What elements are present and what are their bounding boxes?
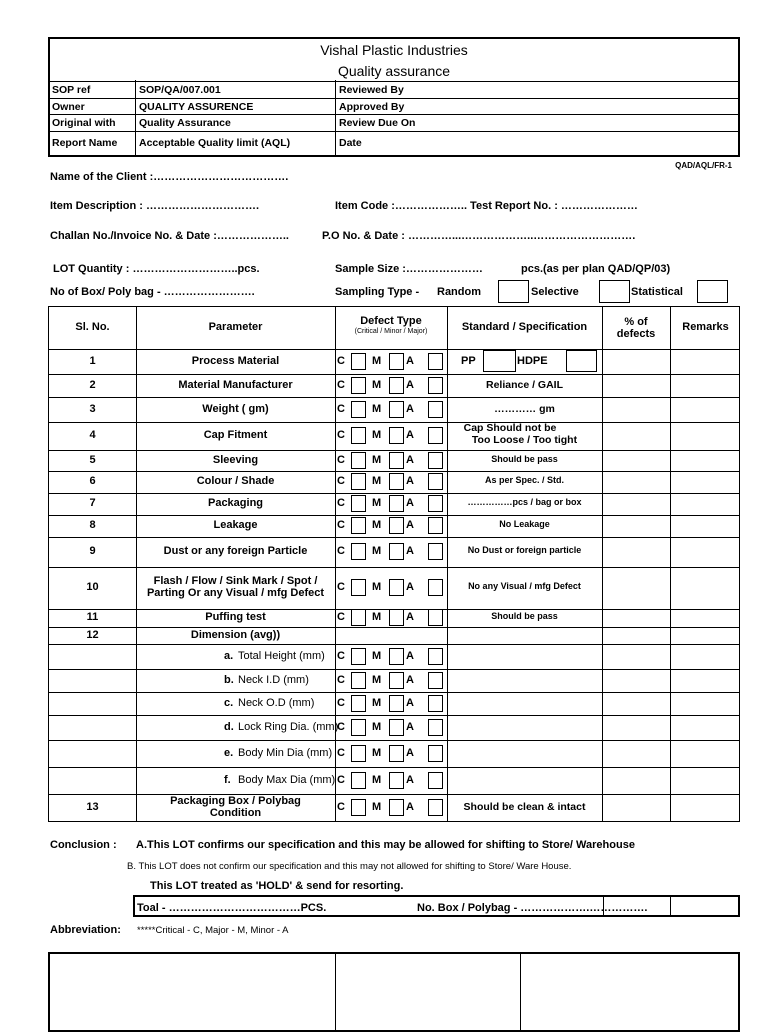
defect-major-label: M: [372, 649, 382, 662]
table-row-sl: 12: [86, 628, 99, 641]
client-field[interactable]: Name of the Client :……………………………….: [50, 171, 289, 183]
defect-major-label: M: [372, 402, 382, 415]
table-row-standard: As per Spec. / Std.: [484, 475, 565, 485]
defect-critical-label: C: [337, 746, 345, 759]
defect-major-checkbox[interactable]: [389, 799, 404, 816]
defect-major-label: M: [372, 800, 382, 813]
defect-minor-checkbox[interactable]: [428, 427, 443, 444]
defect-critical-label: C: [337, 402, 345, 415]
conclusion-b: B. This LOT does not confirm our specification and this may not allowed for shifting to Store/ Ware House.: [127, 861, 572, 872]
defect-minor-checkbox[interactable]: [428, 377, 443, 394]
table-row-standard: Cap Should not be: [463, 422, 557, 434]
defect-major-checkbox[interactable]: [389, 473, 404, 490]
approved-by-label: Approved By: [339, 101, 405, 113]
sop-ref-label: SOP ref: [52, 84, 91, 96]
table-row-sl: 13: [86, 800, 99, 813]
defect-major-checkbox[interactable]: [389, 495, 404, 512]
defect-major-label: M: [372, 545, 382, 557]
sample-plan-text: pcs.(as per plan QAD/QP/03): [521, 263, 671, 275]
defect-major-checkbox[interactable]: [389, 695, 404, 712]
defect-major-label: M: [372, 773, 382, 786]
report-name-value: Acceptable Quality limit (AQL): [139, 137, 291, 149]
table-row-parameter: Neck I.D (mm): [238, 673, 309, 686]
defect-critical-label: C: [337, 519, 345, 531]
defect-critical-checkbox[interactable]: [351, 745, 366, 762]
sample-size-field[interactable]: Sample Size :…………………: [335, 263, 483, 275]
item-code-field[interactable]: Item Code :……………….. Test Report No. : …………………: [335, 200, 638, 212]
review-due-label: Review Due On: [339, 117, 416, 129]
table-row-prefix: d.: [224, 720, 234, 733]
table-row-parameter: Sleeving: [212, 453, 259, 466]
defect-major-label: M: [372, 497, 382, 509]
table-row-prefix: a.: [224, 649, 234, 662]
form-code: QAD/AQL/FR-1: [675, 161, 732, 170]
defect-critical-label: C: [337, 378, 345, 391]
defect-minor-checkbox[interactable]: [428, 473, 443, 490]
table-row-sl: 7: [89, 497, 96, 509]
header-block: [48, 37, 740, 157]
defect-minor-label: A: [406, 673, 414, 686]
defect-critical-label: C: [337, 497, 345, 509]
abbreviation-label: Abbreviation:: [50, 924, 121, 936]
defect-critical-label: C: [337, 581, 345, 593]
table-row-prefix: b.: [224, 673, 234, 686]
defect-major-label: M: [372, 453, 382, 466]
table-row-standard: Should be clean & intact: [463, 800, 586, 813]
sampling-type-label: Sampling Type -: [335, 286, 420, 298]
box-bag-field[interactable]: No of Box/ Poly bag - …………………….: [50, 286, 255, 298]
defect-minor-label: A: [406, 429, 414, 441]
defect-critical-label: C: [337, 773, 345, 786]
defect-major-label: M: [372, 696, 382, 709]
defect-critical-checkbox[interactable]: [351, 579, 366, 596]
selective-checkbox[interactable]: [599, 280, 630, 303]
table-row-standard-2: Too Loose / Too tight: [471, 434, 578, 446]
table-row-parameter: Puffing test: [205, 611, 266, 623]
table-row-sl: 6: [89, 475, 96, 487]
table-row-sl: 2: [89, 378, 96, 391]
table-row-prefix: f.: [224, 773, 231, 786]
defect-minor-label: A: [406, 354, 414, 367]
item-description-field[interactable]: Item Description : ………………………….: [50, 200, 260, 212]
table-row-parameter: Cap Fitment: [203, 429, 268, 441]
defect-major-checkbox[interactable]: [389, 401, 404, 418]
defect-major-checkbox[interactable]: [389, 377, 404, 394]
defect-critical-label: C: [337, 354, 345, 367]
defect-minor-checkbox[interactable]: [428, 579, 443, 596]
total-pcs-field[interactable]: Toal - ………………………………PCS.: [137, 902, 327, 914]
table-row-parameter-2: Parting Or any Visual / mfg Defect: [146, 587, 325, 599]
department-title: Quality assurance: [337, 63, 451, 79]
date-label: Date: [339, 137, 362, 149]
defect-minor-label: A: [406, 773, 414, 786]
hdpe-label: HDPE: [517, 354, 548, 367]
original-with-value: Quality Assurance: [139, 117, 231, 129]
table-row-parameter: Dimension (avg)): [190, 628, 281, 641]
defect-major-checkbox[interactable]: [389, 745, 404, 762]
defect-major-checkbox[interactable]: [389, 648, 404, 665]
defect-critical-label: C: [337, 649, 345, 662]
table-row-sl: 4: [89, 429, 96, 441]
defect-minor-checkbox[interactable]: [428, 745, 443, 762]
defect-critical-label: C: [337, 429, 345, 441]
defect-critical-checkbox[interactable]: [351, 427, 366, 444]
table-row-sl: 3: [89, 402, 96, 415]
defect-major-label: M: [372, 354, 382, 367]
table-row-sl: 11: [86, 611, 99, 623]
defect-critical-checkbox[interactable]: [351, 473, 366, 490]
table-row-sl: 10: [86, 581, 99, 593]
hold-note: This LOT treated as 'HOLD' & send for resorting.: [150, 880, 404, 892]
table-row-standard: Reliance / GAIL: [485, 378, 564, 391]
table-row-sl: 9: [89, 545, 96, 557]
defect-minor-label: A: [406, 649, 414, 662]
pp-checkbox[interactable]: [483, 350, 516, 372]
defect-critical-checkbox[interactable]: [351, 543, 366, 560]
col-sl-no: Sl. No.: [75, 321, 110, 333]
challan-field[interactable]: Challan No./Invoice No. & Date :………………..: [50, 230, 289, 242]
defect-critical-checkbox[interactable]: [351, 495, 366, 512]
po-field[interactable]: P.O No. & Date : …………...………………..……………………….: [322, 230, 636, 242]
col-defect-sub: (Critical / Minor / Major): [354, 328, 428, 335]
owner-label: Owner: [52, 101, 85, 113]
defect-minor-checkbox[interactable]: [428, 495, 443, 512]
defect-critical-label: C: [337, 475, 345, 487]
statistical-label: Statistical: [631, 286, 683, 298]
defect-major-checkbox[interactable]: [389, 772, 404, 789]
table-row-parameter: Neck O.D (mm): [238, 696, 315, 709]
statistical-checkbox[interactable]: [697, 280, 728, 303]
random-label: Random: [437, 286, 481, 298]
table-row-standard: Should be pass: [491, 611, 558, 621]
report-name-label: Report Name: [52, 137, 118, 149]
defect-critical-label: C: [337, 673, 345, 686]
defect-minor-label: A: [406, 720, 414, 733]
defect-critical-checkbox[interactable]: [351, 719, 366, 736]
defect-major-label: M: [372, 720, 382, 733]
original-with-label: Original with: [52, 117, 116, 129]
pp-label: PP: [461, 354, 476, 367]
defect-critical-label: C: [337, 800, 345, 813]
hdpe-checkbox[interactable]: [566, 350, 597, 372]
defect-major-label: M: [372, 475, 382, 487]
defect-minor-label: A: [406, 746, 414, 759]
sop-ref-value: SOP/QA/007.001: [139, 84, 221, 96]
defect-critical-checkbox[interactable]: [351, 609, 366, 626]
defect-minor-checkbox[interactable]: [428, 517, 443, 534]
defect-minor-label: A: [406, 581, 414, 593]
defect-minor-label: A: [406, 402, 414, 415]
defect-major-label: M: [372, 746, 382, 759]
col-defect-type: Defect Type: [360, 315, 422, 327]
defect-minor-checkbox[interactable]: [428, 353, 443, 370]
defect-critical-checkbox[interactable]: [351, 401, 366, 418]
table-row-parameter: Packaging Box / Polybag: [170, 794, 301, 807]
table-row-standard: Should be pass: [491, 453, 558, 464]
conclusion-a: A.This LOT confirms our specification and this may be allowed for shifting to Store/ Warehouse: [136, 839, 635, 851]
defect-minor-label: A: [406, 519, 414, 531]
defect-major-checkbox[interactable]: [389, 672, 404, 689]
table-row-prefix: c.: [224, 696, 234, 709]
defect-critical-checkbox[interactable]: [351, 648, 366, 665]
table-row-parameter: Body Min Dia (mm): [238, 746, 333, 759]
table-row-parameter: Dust or any foreign Particle: [163, 545, 308, 557]
defect-major-checkbox[interactable]: [389, 579, 404, 596]
defect-critical-checkbox[interactable]: [351, 517, 366, 534]
defect-minor-label: A: [406, 497, 414, 509]
table-row-parameter: Total Height (mm): [238, 649, 325, 662]
table-row-standard: No any Visual / mfg Defect: [468, 581, 581, 591]
abbreviation-text: *****Critical - C, Major - M, Minor - A: [137, 925, 289, 936]
table-row-standard: ……………pcs / bag or box: [467, 497, 582, 507]
col-pct: % of: [624, 316, 648, 328]
table-row-parameter: Weight ( gm): [202, 402, 269, 415]
table-row-parameter: Body Max Dia (mm): [238, 773, 336, 786]
defect-major-label: M: [372, 378, 382, 391]
defect-minor-label: A: [406, 475, 414, 487]
col-pct2: defects: [616, 328, 656, 340]
defect-critical-checkbox[interactable]: [351, 672, 366, 689]
defect-minor-checkbox[interactable]: [428, 672, 443, 689]
defect-minor-checkbox[interactable]: [428, 543, 443, 560]
table-row-parameter: Leakage: [213, 519, 258, 531]
table-row-sl: 5: [89, 453, 96, 466]
reviewed-by-label: Reviewed By: [339, 84, 404, 96]
table-row-parameter-2: Condition: [209, 806, 262, 819]
defect-minor-checkbox[interactable]: [428, 719, 443, 736]
table-row-parameter: Packaging: [207, 497, 264, 509]
lot-quantity-field[interactable]: LOT Quantity : ………………………..pcs.: [53, 263, 260, 275]
table-row-standard: ………… gm: [494, 402, 555, 415]
defect-minor-checkbox[interactable]: [428, 695, 443, 712]
defect-major-checkbox[interactable]: [389, 517, 404, 534]
defect-minor-label: A: [406, 378, 414, 391]
table-row-sl: 1: [89, 354, 96, 367]
defect-major-label: M: [372, 581, 382, 593]
defect-minor-checkbox[interactable]: [428, 401, 443, 418]
table-row-parameter: Process Material: [191, 354, 280, 367]
defect-major-label: M: [372, 519, 382, 531]
defect-major-checkbox[interactable]: [389, 427, 404, 444]
defect-critical-checkbox[interactable]: [351, 452, 366, 469]
defect-minor-checkbox[interactable]: [428, 772, 443, 789]
table-row-prefix: e.: [224, 746, 234, 759]
defect-major-checkbox[interactable]: [389, 452, 404, 469]
defect-minor-checkbox[interactable]: [428, 799, 443, 816]
defect-major-label: M: [372, 611, 382, 623]
defect-critical-label: C: [337, 611, 345, 623]
defect-major-checkbox[interactable]: [389, 543, 404, 560]
table-row-sl: 8: [89, 519, 96, 531]
signature-box: [48, 952, 740, 1032]
defect-critical-label: C: [337, 720, 345, 733]
defect-critical-label: C: [337, 545, 345, 557]
defect-major-checkbox[interactable]: [389, 719, 404, 736]
col-parameter: Parameter: [208, 321, 263, 333]
defect-minor-label: A: [406, 611, 414, 623]
defect-major-checkbox[interactable]: [389, 353, 404, 370]
company-name: Vishal Plastic Industries: [320, 42, 468, 58]
defect-minor-checkbox[interactable]: [428, 452, 443, 469]
defect-critical-checkbox[interactable]: [351, 799, 366, 816]
defect-minor-checkbox[interactable]: [428, 648, 443, 665]
owner-value: QUALITY ASSURENCE: [139, 101, 254, 113]
table-row-standard: No Dust or foreign particle: [467, 545, 582, 555]
defect-major-label: M: [372, 673, 382, 686]
defect-critical-checkbox[interactable]: [351, 772, 366, 789]
defect-critical-checkbox[interactable]: [351, 377, 366, 394]
table-row-parameter: Flash / Flow / Sink Mark / Spot /: [153, 575, 318, 587]
table-row-parameter: Material Manufacturer: [178, 378, 293, 391]
selective-label: Selective: [531, 286, 579, 298]
defect-minor-label: A: [406, 800, 414, 813]
inspection-table: [48, 306, 740, 822]
random-checkbox[interactable]: [498, 280, 529, 303]
col-standard: Standard / Specification: [461, 321, 588, 333]
col-remarks: Remarks: [682, 321, 729, 333]
table-row-parameter: Lock Ring Dia. (mm): [238, 720, 339, 733]
defect-critical-checkbox[interactable]: [351, 695, 366, 712]
defect-critical-checkbox[interactable]: [351, 353, 366, 370]
no-box-field[interactable]: No. Box / Polybag - ……………….…………….: [417, 902, 648, 914]
defect-major-label: M: [372, 429, 382, 441]
table-row-parameter: Colour / Shade: [196, 475, 275, 487]
defect-minor-checkbox[interactable]: [428, 609, 443, 626]
defect-minor-label: A: [406, 453, 414, 466]
defect-critical-label: C: [337, 453, 345, 466]
defect-major-checkbox[interactable]: [389, 609, 404, 626]
defect-minor-label: A: [406, 696, 414, 709]
defect-critical-label: C: [337, 696, 345, 709]
defect-minor-label: A: [406, 545, 414, 557]
conclusion-label: Conclusion :: [50, 839, 117, 851]
table-row-standard: No Leakage: [499, 519, 550, 529]
